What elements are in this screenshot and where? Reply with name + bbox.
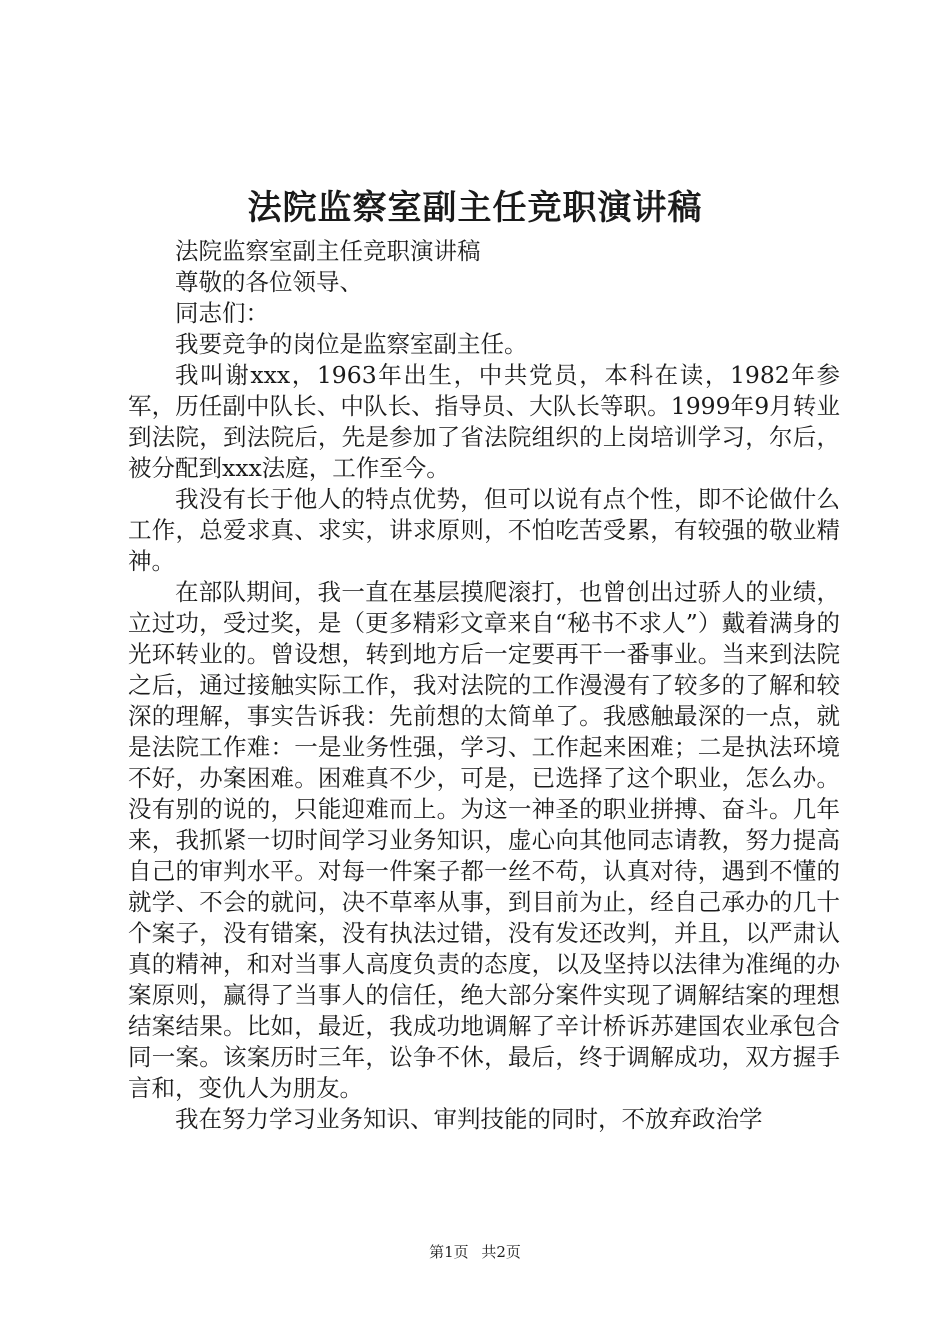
page-total: 共2页 — [481, 1243, 521, 1261]
paragraph-experience: 在部队期间，我一直在基层摸爬滚打，也曾创出过骄人的业绩，立过功，受过奖，是（更多精彩文章来自“秘书不求人”）戴着满身的光环转业的。曾设想，转到地方后一定要再干一番事业。当来到法院之后，通过接触实际工作，我对法院的工作漫漫有了较多的了解和较深的理解，事实告诉我：先前想的太简单了。我感触最深的一点，就是法院工作难：一是业务性强，学习、工作起来困难；二是执法环境不好，办案困难。困难真不少，可是，已选择了这个职业，怎么办。没有别的说的，只能迎难而上。为这一神圣的职业拼搏、奋斗。几年来，我抓紧一切时间学习业务知识，虚心向其他同志请教，努力提高自己的审判水平。对每一件案子都一丝不苟，认真对待，遇到不懂的就学、不会的就问，决不草率从事，到目前为止，经自己承办的几十个案子，没有错案，没有执法过错，没有发还改判，并且，以严肃认真的精神，和对当事人高度负责的态度，以及坚持以法律为准绳的办案原则，赢得了当事人的信任，绝大部分案件实现了调解结案的理想结案结果。比如，最近，我成功地调解了辛计桥诉苏建国农业承包合同一案。该案历时三年，讼争不休，最后，终于调解成功，双方握手言和，变仇人为朋友。 — [128, 578, 840, 1102]
paragraph-character: 我没有长于他人的特点优势，但可以说有点个性，即不论做什么工作，总爱求真、求实，讲求原则，不怕吃苦受累，有较强的敬业精神。 — [128, 485, 840, 575]
paragraph-subtitle: 法院监察室副主任竞职演讲稿 — [175, 237, 481, 265]
paragraph-position: 我要竞争的岗位是监察室副主任。 — [175, 330, 528, 358]
document-title: 法院监察室副主任竞职演讲稿 — [247, 188, 703, 228]
document-body — [128, 236, 840, 1135]
paragraph-salutation: 尊敬的各位领导、 — [175, 268, 363, 296]
page-footer — [0, 1242, 950, 1262]
paragraph-salutation-2: 同志们： — [175, 299, 269, 327]
paragraph-study: 我在努力学习业务知识、审判技能的同时，不放弃政治学 — [175, 1105, 763, 1133]
paragraph-background: 我叫谢xxx，1963年出生，中共党员，本科在读，1982年参军，历任副中队长、中队长、指导员、大队长等职。1999年9月转业到法院，到法院后，先是参加了省法院组织的上岗培训学习，尔后，被分配到xxx法庭，工作至今。 — [128, 361, 840, 482]
page-number: 第1页 — [429, 1243, 469, 1261]
